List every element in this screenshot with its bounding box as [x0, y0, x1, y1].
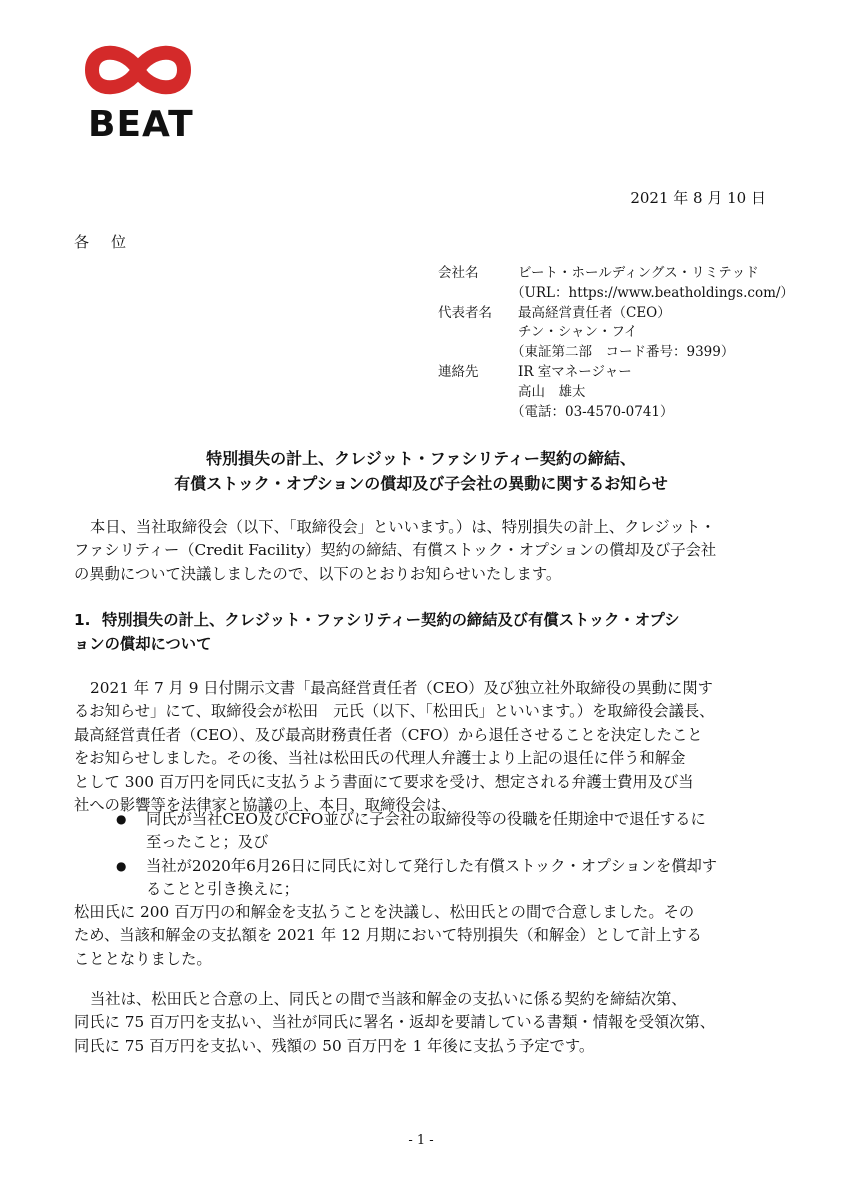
logo-text: BEAT: [88, 104, 194, 145]
text-line: 本日、当社取締役会（以下、「取締役会」といいます。）は、特別損失の計上、クレジット・: [90, 518, 716, 536]
section-paragraph-2: [74, 901, 768, 971]
company-logo: [78, 40, 198, 145]
text-line: 当社は、松田氏と合意の上、同氏との間で当該和解金の支払いに係る契約を締結次第、: [90, 990, 687, 1008]
heading-line-1: 特別損失の計上、クレジット・ファシリティー契約の締結及び有償ストック・オプシ: [102, 611, 680, 629]
section-heading: [74, 608, 768, 656]
text-line: ため、当該和解金の支払額を 2021 年 12 月期において特別損失（和解金）として計上する: [74, 926, 702, 945]
contact-label: 連絡先: [438, 363, 479, 380]
listing-info: （東証第二部 コード番号：9399）: [511, 344, 735, 361]
text-line: こととなりました。: [74, 949, 212, 968]
company-url: （URL：https://www.beatholdings.com/）: [511, 284, 794, 301]
list-item: [116, 855, 776, 902]
text-line: 2021 年 7 月 9 日付開示文書「最高経営責任者（CEO）及び独立社外取締役の異動に関す: [90, 679, 713, 697]
text-line: 当社が2020年6月26日に同氏に対して発行した有償ストック・オプションを償却す: [146, 856, 718, 875]
document-title: [60, 446, 782, 496]
text-line: 松田氏に 200 百万円の和解金を支払うことを決議し、松田氏との間で合意しました。その: [74, 903, 695, 921]
text-line: ることと引き換えに；: [146, 880, 299, 899]
company-name: ビート・ホールディングス・リミテッド: [518, 265, 759, 281]
text-line: るお知らせ」にて、取締役会が松田 元氏（以下、「松田氏」といいます。）を取締役会議長、: [74, 702, 715, 721]
infinity-logo-icon: [78, 40, 198, 100]
text-line: をお知らせしました。その後、当社は松田氏の代理人弁護士より上記の退任に伴う和解金: [74, 749, 686, 768]
representative-title: 最高経営責任者（CEO）: [518, 304, 671, 321]
company-label: 会社名: [438, 265, 479, 281]
bullet-icon: ●: [116, 858, 127, 873]
bullet-icon: ●: [116, 812, 127, 826]
text-line: 同氏に 75 百万円を支払い、残額の 50 百万円を 1 年後に支払う予定です。: [74, 1036, 595, 1055]
text-line: 最高経営責任者（CEO）、及び最高財務責任者（CFO）から退任させることを決定したこと: [74, 725, 703, 744]
title-line-1: 特別損失の計上、クレジット・ファシリティー契約の締結、: [206, 449, 636, 468]
text-line: として 300 百万円を同氏に支払うよう書面にて要求を受け、想定される弁護士費用及び当: [74, 772, 694, 791]
text-line: ファシリティー（Credit Facility）契約の締結、有償ストック・オプションの償却及び子会社: [74, 541, 717, 560]
contact-phone: （電話：03-4570-0741）: [511, 403, 674, 420]
company-info: [438, 264, 794, 422]
title-line-2: 有償ストック・オプションの償却及び子会社の異動に関するお知らせ: [174, 474, 668, 493]
addressee: 各位: [74, 233, 149, 251]
text-line: 同氏に 75 百万円を支払い、当社が同氏に署名・返却を要請している書類・情報を受領次第、: [74, 1013, 716, 1032]
list-item: [116, 808, 776, 855]
page-number: - 1 -: [408, 1133, 434, 1148]
representative-name: チン・シャン・フイ: [518, 324, 638, 341]
contact-name: 高山 雄太: [518, 383, 586, 400]
contact-title: IR 室マネージャー: [518, 363, 632, 380]
text-line: の異動について決議しましたので、以下のとおりお知らせいたします。: [74, 564, 562, 583]
heading-line-2: ョンの償却について: [74, 635, 212, 653]
bullet-list: [116, 808, 776, 902]
section-paragraph-1: [74, 677, 768, 817]
text-line: 同氏が当社CEO及びCFO並びに子会社の取締役等の役職を任期途中で退任するに: [146, 810, 706, 828]
representative-label: 代表者名: [438, 304, 492, 321]
text-line: 至ったこと；及び: [146, 833, 269, 852]
section-number: 1.: [74, 611, 91, 629]
document-date: 2021 年 8 月 10 日: [630, 189, 766, 207]
text-line: 社への影響等を法律家と協議の上、本日、取締役会は、: [74, 795, 457, 814]
intro-paragraph: [74, 516, 768, 586]
section-paragraph-3: [74, 988, 768, 1058]
